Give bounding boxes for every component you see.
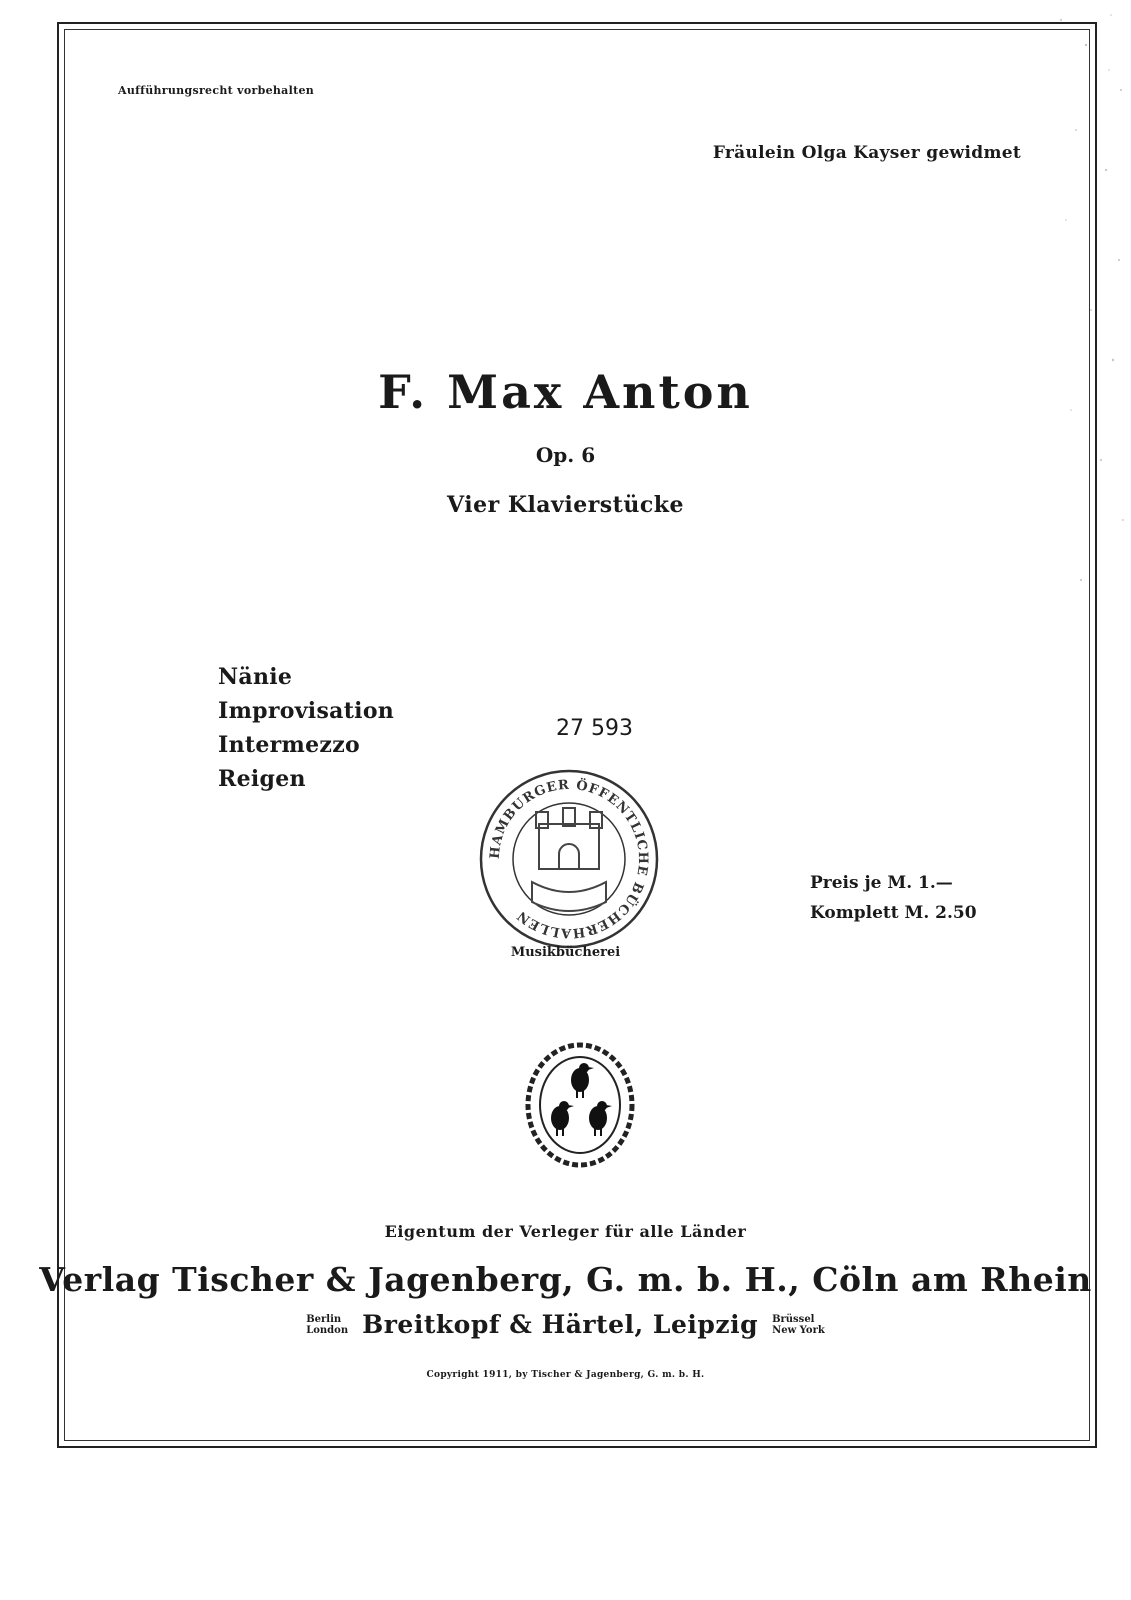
- piece-item: Nänie: [218, 664, 293, 690]
- publisher-name: Verlag Tischer & Jagenberg, G. m. b. H., Cöln am Rhein: [39, 1260, 1092, 1299]
- city-label: Brüssel: [772, 1313, 815, 1325]
- library-stamp: [474, 764, 664, 954]
- piece-item: Improvisation: [218, 698, 395, 724]
- stamp-caption: Musikbücherei: [510, 945, 621, 960]
- castle-icon: [532, 808, 606, 911]
- piece-item: Intermezzo: [218, 732, 360, 758]
- property-notice: Eigentum der Verleger für alle Länder: [384, 1222, 747, 1241]
- distributor-cities-left: [306, 1314, 348, 1336]
- price-block: [810, 868, 977, 928]
- price-complete: Komplett M. 2.50: [810, 903, 977, 923]
- publisher-emblem-birds-icon: [520, 1040, 640, 1170]
- dedication: Fräulein Olga Kayser gewidmet: [712, 143, 1021, 163]
- distributor-row: [0, 1310, 1131, 1339]
- price-single: Preis je M. 1.—: [810, 873, 953, 893]
- catalog-number: 27 593: [556, 716, 633, 741]
- stamp-ring-text: HAMBURGER ÖFFENTLICHE BÜCHERHALLEN: [487, 777, 651, 941]
- piece-item: Reigen: [218, 766, 306, 792]
- opus-number: Op. 6: [535, 443, 596, 467]
- performance-rights-notice: Aufführungsrecht vorbehalten: [118, 84, 315, 97]
- piece-list: [218, 660, 394, 796]
- city-label: London: [306, 1324, 349, 1336]
- work-title: Vier Klavierstücke: [447, 492, 684, 518]
- scan-noise: [1051, 0, 1131, 620]
- city-label: New York: [772, 1324, 825, 1336]
- composer-name: F. Max Anton: [378, 365, 753, 419]
- city-label: Berlin: [306, 1313, 342, 1325]
- distributor-cities-right: [772, 1314, 825, 1336]
- copyright-notice: Copyright 1911, by Tischer & Jagenberg, G. m. b. H.: [426, 1370, 705, 1380]
- distributor-name: Breitkopf & Härtel, Leipzig: [362, 1310, 759, 1339]
